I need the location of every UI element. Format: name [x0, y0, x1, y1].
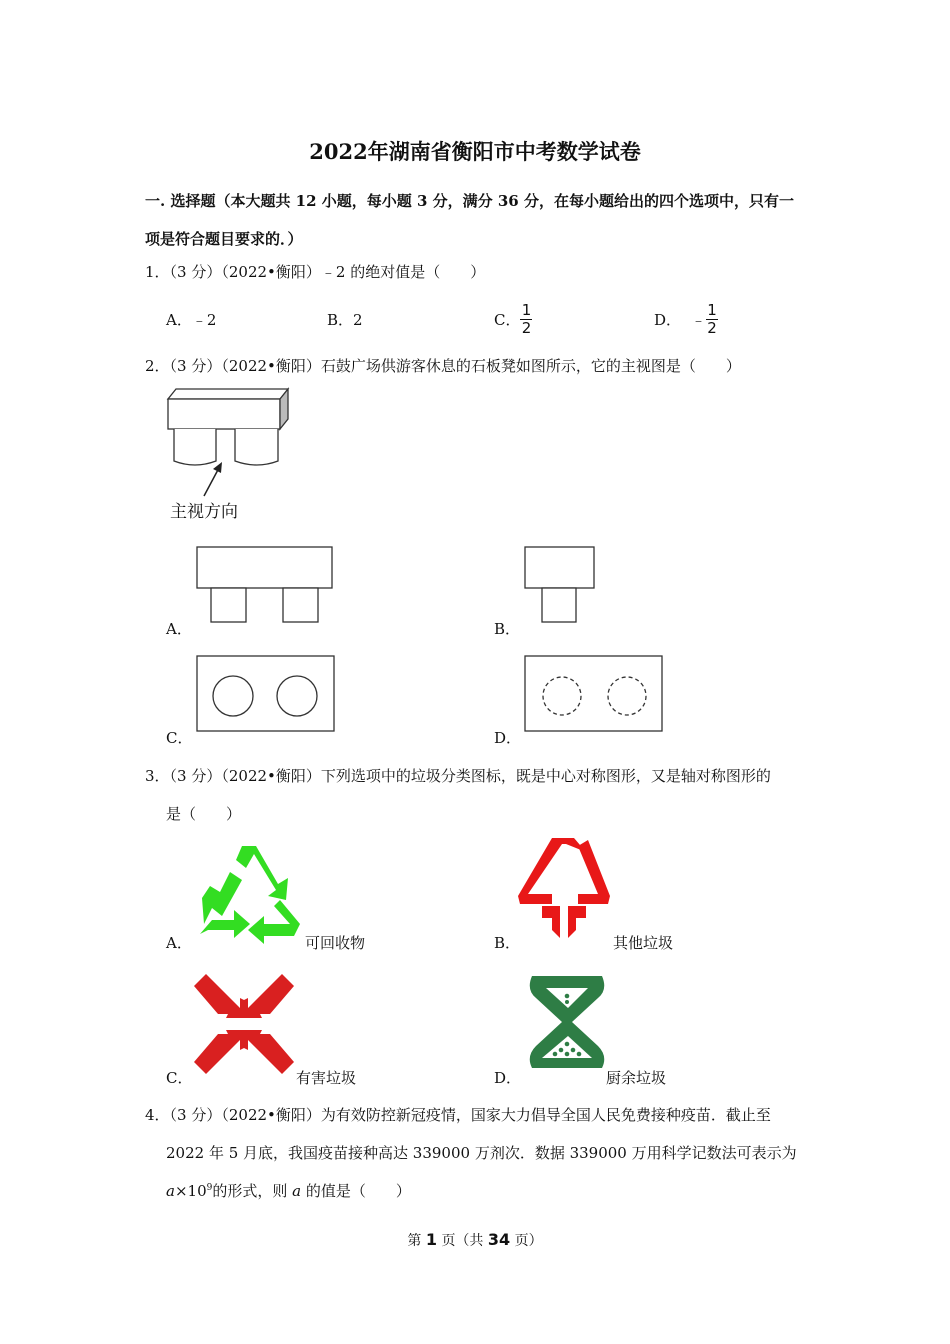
harmful-waste-icon [194, 974, 296, 1076]
page-title: 2022年湖南省衡阳市中考数学试卷 [309, 139, 641, 164]
q1-option-d-sign: ﹣ [691, 310, 707, 329]
footer-prefix: 第 [407, 1233, 422, 1249]
q3-option-b-label: B． [494, 934, 521, 952]
exponent: 9 [206, 1183, 213, 1193]
kitchen-waste-icon [528, 972, 606, 1072]
view-direction-arrow [200, 460, 230, 500]
footer-page-number: 1 [425, 1230, 437, 1249]
q3-option-d-label: D． [494, 1069, 522, 1087]
variable-a: a [166, 1182, 175, 1200]
q3-option-c-caption: 有害垃圾 [296, 1069, 357, 1087]
recycle-icon [194, 838, 306, 942]
q1-option-c [494, 299, 532, 339]
q1-option-d-fraction [706, 302, 718, 337]
section-heading-line2: 项是符合题目要求的．） [145, 230, 303, 248]
q2-option-a-label: A． [166, 620, 192, 638]
q1-option-a: A．﹣2 [166, 311, 217, 329]
q1-option-d [654, 299, 718, 339]
q2-option-d-label: D． [494, 729, 522, 747]
q4-text-end: 的值是（ ） [305, 1182, 411, 1200]
q4-stem-line2: 2022 年 5 月底，我国疫苗接种高达 339000 万剂次．数据 339000 万用科学记数法可表示为 [166, 1144, 797, 1162]
q4-stem-line3 [166, 1180, 411, 1201]
q3-stem-line2: 是（ ） [166, 805, 242, 823]
q2-option-c-figure [196, 655, 338, 735]
q4-stem-line1: 4．（3 分）（2022•衡阳）为有效防控新冠疫情，国家大力倡导全国人民免费接种疫苗．截止至 [145, 1106, 771, 1124]
q2-stem: 2．（3 分）（2022•衡阳）石鼓广场供游客休息的石板凳如图所示，它的主视图是（ ） [145, 357, 741, 375]
fraction-denominator: 2 [521, 318, 532, 337]
footer-middle: 页（共 [441, 1233, 484, 1249]
q3-option-a-label: A． [166, 934, 192, 952]
figure-caption: 主视方向 [170, 502, 238, 522]
q2-option-b-figure [524, 546, 599, 626]
variable-a: a [292, 1182, 302, 1200]
fraction-numerator: 1 [707, 300, 717, 319]
q3-option-c-label: C． [166, 1069, 193, 1087]
fraction-denominator: 2 [707, 318, 717, 337]
q2-option-a-figure [196, 546, 336, 626]
q1-stem: 1．（3 分）（2022•衡阳）﹣2 的绝对值是（ ） [145, 263, 486, 281]
q3-option-a-caption: 可回收物 [305, 934, 366, 952]
times-ten: ×10 [174, 1182, 207, 1200]
q4-text-mid: 的形式，则 [212, 1182, 288, 1200]
q1-option-c-fraction [520, 302, 532, 337]
fraction-numerator: 1 [521, 300, 532, 319]
q1-option-c-label: C． [494, 310, 521, 329]
q1-option-d-label: D． [654, 310, 682, 329]
q2-option-c-label: C． [166, 729, 193, 747]
q3-stem-line1: 3．（3 分）（2022•衡阳）下列选项中的垃圾分类图标，既是中心对称图形，又是轴对称图形的 [145, 767, 771, 785]
footer-total-pages: 34 [487, 1230, 511, 1249]
bench-3d-figure [160, 385, 300, 485]
other-waste-icon [516, 834, 612, 942]
q2-option-b-label: B． [494, 620, 521, 638]
q3-option-b-caption: 其他垃圾 [613, 934, 674, 952]
q3-option-d-caption: 厨余垃圾 [606, 1069, 667, 1087]
page-footer [0, 1230, 950, 1250]
q2-option-d-figure [524, 655, 666, 735]
q1-option-b: B．2 [327, 311, 363, 329]
section-heading-line1: 一. 选择题（本大题共 12 小题，每小题 3 分，满分 36 分，在每小题给出的四个选项中，只有一 [145, 192, 794, 210]
footer-suffix: 页） [514, 1233, 543, 1249]
